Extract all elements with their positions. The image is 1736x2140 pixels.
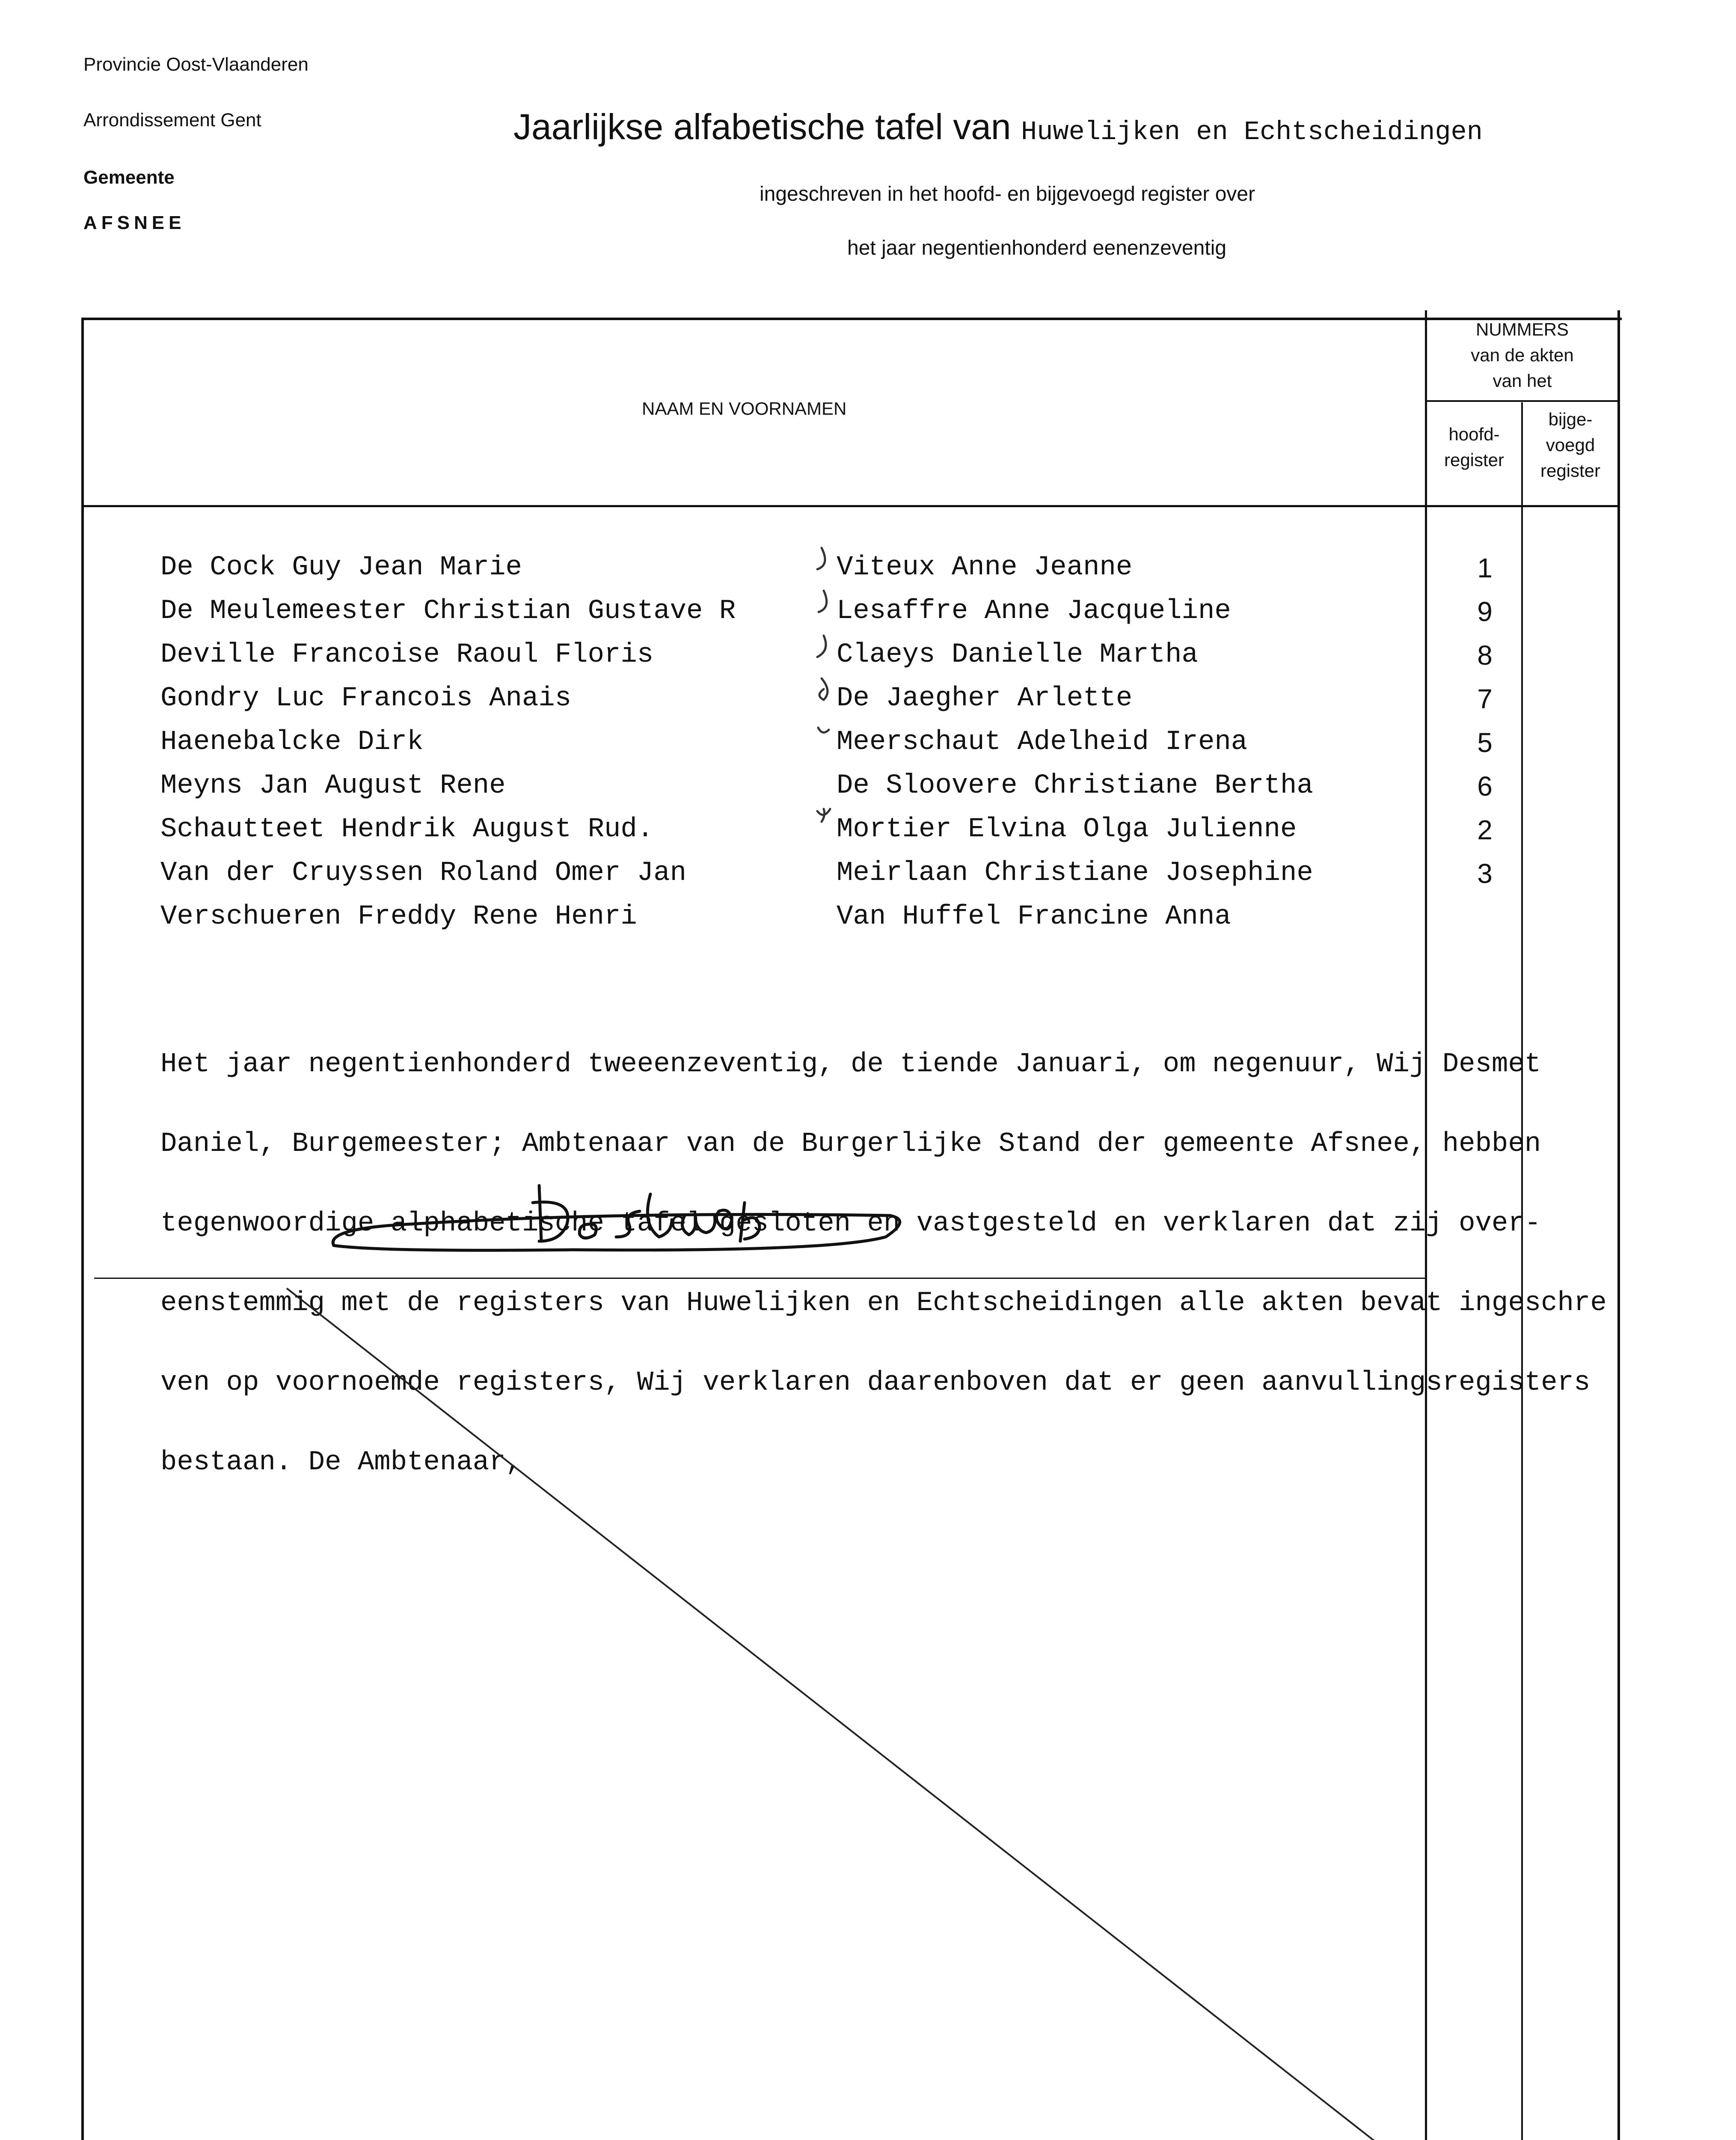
row-8-husband: Van der Cruyssen Roland Omer Jan [160, 858, 686, 889]
province-label: Provincie Oost-Vlaanderen [83, 54, 309, 75]
numbers-title: NUMMERS [1476, 319, 1569, 339]
bij-line2: voegd [1546, 435, 1595, 455]
bij-line1: bijge- [1548, 409, 1593, 429]
row-2-wife: Lesaffre Anne Jacqueline [837, 596, 1231, 627]
row-1-wife: Viteux Anne Jeanne [837, 552, 1133, 583]
row-7-hoofd: 2 [1477, 814, 1493, 845]
row-6-hoofd: 6 [1477, 771, 1493, 802]
row-7-husband: Schautteet Hendrik August Rud. [160, 814, 654, 845]
row-1-hoofd: 1 [1477, 553, 1493, 583]
row-6-wife: De Sloovere Christiane Bertha [837, 770, 1313, 801]
gemeente-label: Gemeente [83, 167, 175, 188]
row-3-hoofd: 8 [1477, 640, 1493, 671]
row-1-husband: De Cock Guy Jean Marie [160, 552, 522, 583]
gemeente-name: AFSNEE [83, 212, 186, 233]
row-9-husband: Verschueren Freddy Rene Henri [160, 901, 637, 932]
row-8-wife: Meirlaan Christiane Josephine [837, 858, 1313, 889]
closing-line5: ven op voornoemde registers, Wij verklaren daarenboven dat er geen aanvullingsregisters [160, 1367, 1591, 1398]
bij-line3: register [1540, 461, 1601, 481]
row-4-husband: Gondry Luc Francois Anais [160, 683, 572, 714]
arrondissement-label: Arrondissement Gent [83, 110, 261, 131]
numbers-sub1: van de akten [1471, 345, 1574, 365]
title-prefix: Jaarlijkse alfabetische tafel van [513, 107, 1011, 147]
row-4-hoofd: 7 [1477, 684, 1493, 714]
row-9-wife: Van Huffel Francine Anna [837, 901, 1231, 932]
closing-line6: bestaan. De Ambtenaar, [160, 1447, 522, 1478]
row-2-husband: De Meulemeester Christian Gustave R [160, 596, 736, 627]
row-6-husband: Meyns Jan August Rene [160, 770, 506, 801]
col-header-names: NAAM EN VOORNAMEN [642, 398, 847, 419]
title-typed: Huwelijken en Echtscheidingen [1021, 117, 1483, 147]
closing-line1: Het jaar negentienhonderd tweeenzeventig, de tiende Januari, om negenuur, Wij Desmet [160, 1049, 1541, 1080]
closing-line3: tegenwoordige alphabetische tafel gesloten en vastgesteld en verklaren dat zij over- [160, 1208, 1541, 1239]
hoofd-line2: register [1444, 450, 1505, 470]
row-7-wife: Mortier Elvina Olga Julienne [837, 814, 1297, 845]
subtitle-line1: ingeschreven in het hoofd- en bijgevoegd register over [760, 183, 1255, 205]
numbers-sub2: van het [1493, 371, 1552, 391]
row-3-wife: Claeys Danielle Martha [837, 639, 1198, 670]
row-4-wife: De Jaegher Arlette [837, 683, 1133, 714]
row-5-hoofd: 5 [1477, 727, 1493, 758]
hoofd-line1: hoofd- [1448, 424, 1500, 444]
row-5-husband: Haenebalcke Dirk [160, 727, 424, 758]
row-2-hoofd: 9 [1477, 596, 1493, 627]
row-3-husband: Deville Francoise Raoul Floris [160, 639, 654, 670]
closing-line2: Daniel, Burgemeester; Ambtenaar van de Burgerlijke Stand der gemeente Afsnee, hebben [160, 1129, 1541, 1159]
closing-line4: eenstemmig met de registers van Huwelijken en Echtscheidingen alle akten bevat ingeschre [160, 1288, 1607, 1319]
row-8-hoofd: 3 [1477, 858, 1493, 889]
subtitle-line2: het jaar negentienhonderd eenenzeventig [847, 237, 1227, 259]
row-5-wife: Meerschaut Adelheid Irena [837, 727, 1248, 758]
